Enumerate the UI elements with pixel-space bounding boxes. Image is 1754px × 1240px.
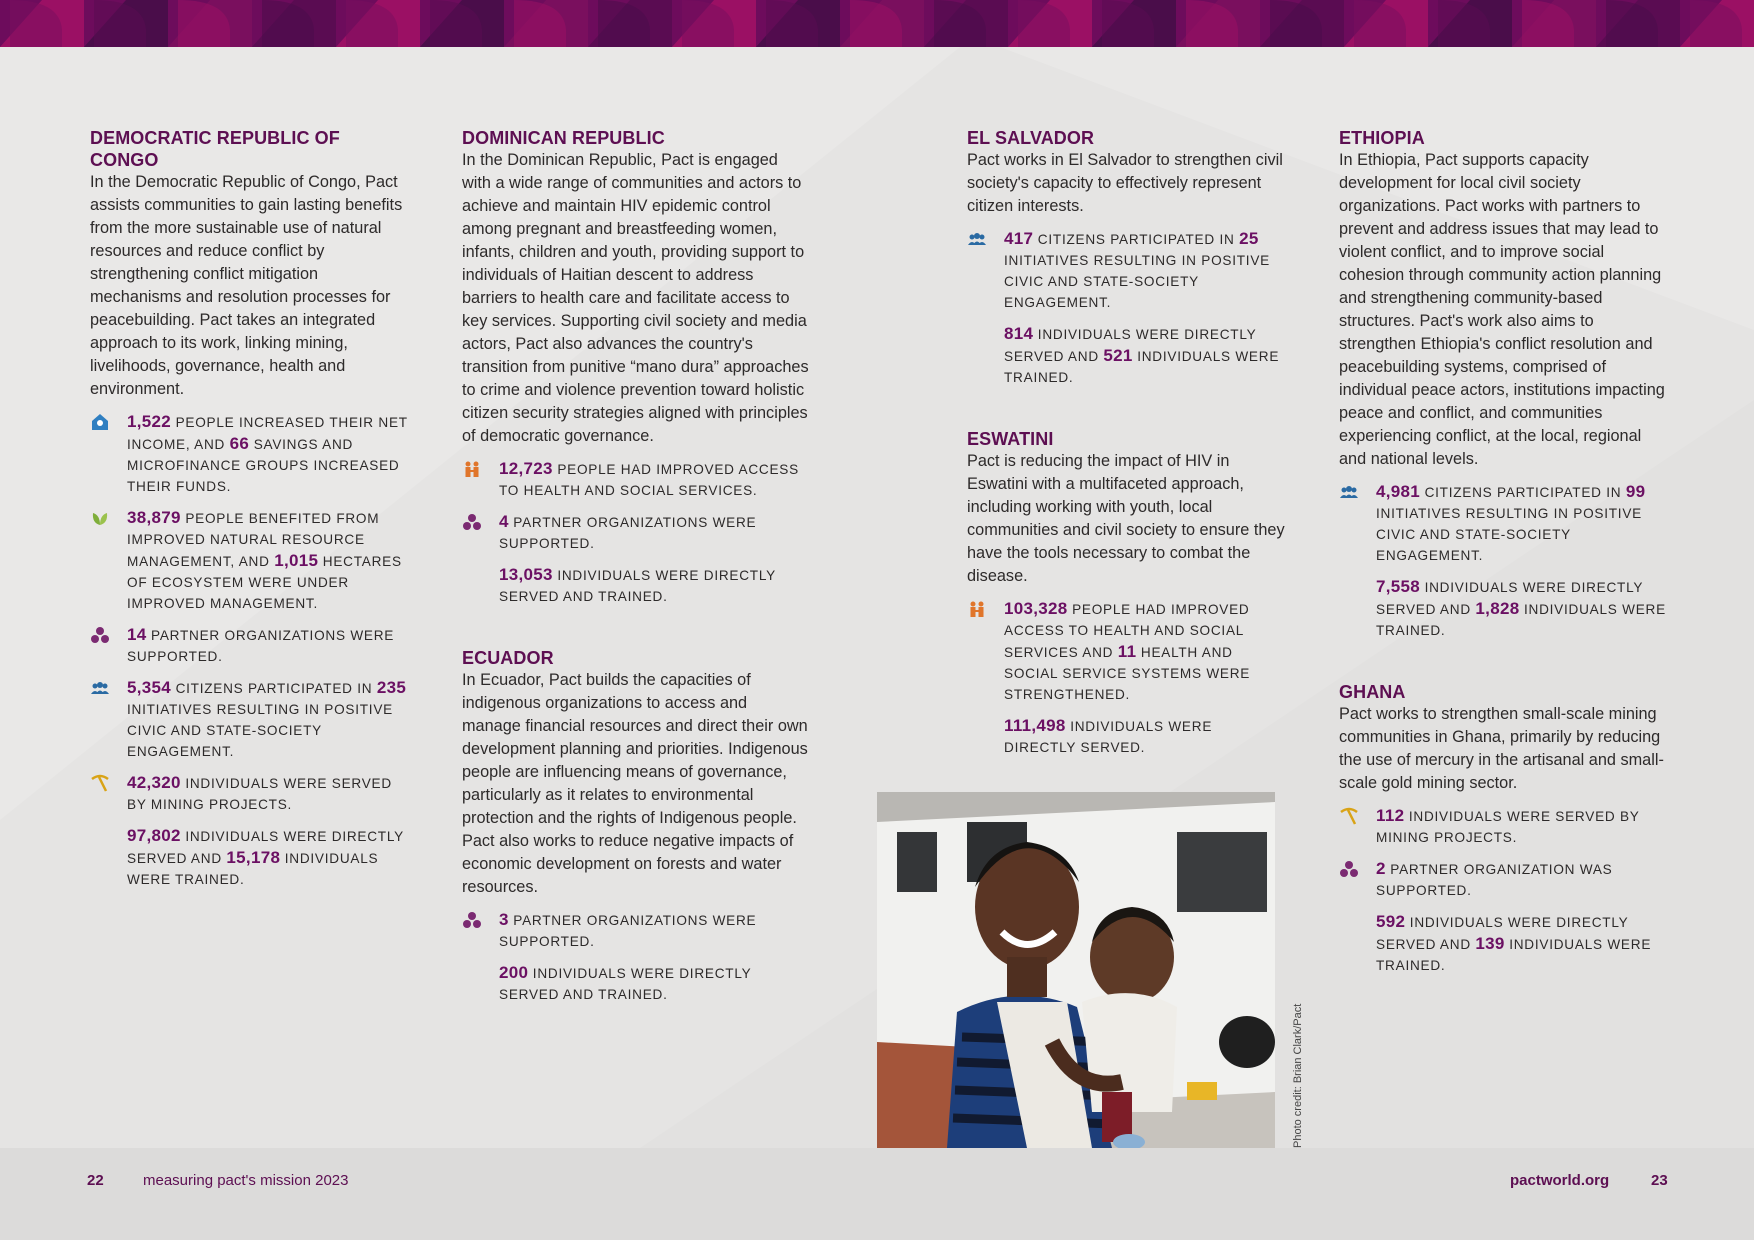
stat-item bbox=[90, 507, 410, 614]
stat-label: INDIVIDUALS WERE DIRECTLY SERVED AND bbox=[1376, 580, 1643, 617]
stat-text bbox=[1004, 598, 1287, 705]
column-1 bbox=[90, 127, 410, 900]
column-3 bbox=[967, 127, 1287, 768]
stat-number: 4 bbox=[499, 512, 509, 531]
stats-list bbox=[967, 228, 1287, 388]
stat-label: SAVINGS AND MICROFINANCE GROUPS INCREASED THEIR FUNDS. bbox=[127, 437, 400, 494]
stat-number: 814 bbox=[1004, 324, 1034, 343]
country-description: In the Democratic Republic of Congo, Pact assists communities to gain lasting benefits from the more sustainable use of natural resources and reduce conflict by strengthening conflict mitigation mechanisms and resolution processes for peacebuilding. Pact takes an integrated approach to its work, linking mining, livelihoods, governance, health and environment. bbox=[90, 173, 403, 398]
stat-text bbox=[499, 962, 810, 1005]
stat-label: INDIVIDUALS WERE TRAINED. bbox=[1004, 349, 1280, 385]
country-heading: DEMOCRATIC REPUBLIC OF CONGO bbox=[90, 128, 340, 170]
stat-item bbox=[462, 962, 810, 1005]
section-spacer bbox=[462, 617, 810, 647]
stat-number: 7,558 bbox=[1376, 577, 1421, 596]
stat-label: PEOPLE HAD IMPROVED ACCESS TO HEALTH AND SOCIAL SERVICES AND bbox=[1004, 602, 1250, 660]
stat-label: INITIATIVES RESULTING IN POSITIVE CIVIC AND STATE-SOCIETY ENGAGEMENT. bbox=[1376, 506, 1642, 563]
stat-text bbox=[127, 772, 410, 815]
stat-label: INDIVIDUALS WERE DIRECTLY SERVED. bbox=[1004, 719, 1213, 755]
stat-item bbox=[90, 772, 410, 815]
stat-label: INDIVIDUALS WERE DIRECTLY SERVED AND TRAINED. bbox=[499, 568, 776, 604]
stat-label: PARTNER ORGANIZATION WAS SUPPORTED. bbox=[1376, 862, 1613, 898]
country-description: In the Dominican Republic, Pact is engaged with a wide range of communities and actors to achieve and maintain HIV epidemic control among pregnant and breastfeeding women, infants, children and youth, providing support to individuals of Haitian descent to address barriers to health care and facilitate access to key services. Supporting civil society and media actors, Pact also advances the country's transition from punitive “mano dura” approaches to crime and violence prevention toward holistic citizen security strategies aligned with principles of democratic governance. bbox=[462, 151, 809, 445]
stat-text bbox=[127, 677, 410, 762]
stat-label: PEOPLE BENEFITED FROM IMPROVED NATURAL RESOURCE MANAGEMENT, AND bbox=[127, 511, 380, 569]
stat-number: 592 bbox=[1376, 912, 1406, 931]
page-number-left: 22 bbox=[87, 1172, 104, 1189]
section-spacer bbox=[967, 398, 1287, 428]
stat-number: 99 bbox=[1625, 482, 1646, 501]
stat-label: INDIVIDUALS WERE DIRECTLY SERVED AND bbox=[127, 829, 404, 866]
stat-text bbox=[1004, 323, 1287, 388]
stat-item bbox=[967, 598, 1287, 705]
stat-item bbox=[462, 564, 810, 607]
stat-label: PARTNER ORGANIZATIONS WERE SUPPORTED. bbox=[499, 515, 757, 551]
stat-item bbox=[90, 825, 410, 890]
stat-number: 111,498 bbox=[1004, 716, 1066, 735]
health-people-icon bbox=[462, 460, 482, 478]
country-heading: DOMINICAN REPUBLIC bbox=[462, 128, 665, 148]
stat-text bbox=[127, 507, 410, 614]
country-section bbox=[967, 127, 1287, 388]
stat-number: 235 bbox=[376, 678, 407, 697]
stat-number: 1,522 bbox=[127, 412, 172, 431]
stat-item bbox=[1339, 576, 1669, 641]
stat-label: INDIVIDUALS WERE TRAINED. bbox=[1376, 602, 1666, 638]
partner-organizations-icon bbox=[1339, 860, 1359, 878]
partner-organizations-icon bbox=[462, 911, 482, 929]
stat-text bbox=[1004, 715, 1287, 758]
stat-label: INITIATIVES RESULTING IN POSITIVE CIVIC AND STATE-SOCIETY ENGAGEMENT. bbox=[127, 702, 393, 759]
stats-list bbox=[967, 598, 1287, 758]
country-heading: ECUADOR bbox=[462, 648, 554, 668]
stat-text bbox=[127, 624, 410, 667]
stat-text bbox=[1376, 576, 1669, 641]
stats-list bbox=[462, 458, 810, 607]
top-banner bbox=[0, 0, 1754, 47]
stat-number: 103,328 bbox=[1004, 599, 1068, 618]
country-section bbox=[1339, 681, 1669, 976]
stat-number: 13,053 bbox=[499, 565, 553, 584]
stat-number: 12,723 bbox=[499, 459, 553, 478]
stat-number: 66 bbox=[229, 434, 250, 453]
income-house-icon bbox=[90, 413, 110, 431]
stat-item bbox=[462, 909, 810, 952]
stat-number: 200 bbox=[499, 963, 529, 982]
photo-mother-and-child bbox=[877, 792, 1275, 1148]
stat-text bbox=[499, 564, 810, 607]
photo-credit: Photo credit: Brian Clark/Pact bbox=[1292, 1003, 1304, 1148]
stat-number: 14 bbox=[127, 625, 147, 644]
section-spacer bbox=[1339, 651, 1669, 681]
stat-item bbox=[1339, 481, 1669, 566]
stat-text bbox=[1376, 481, 1669, 566]
stat-label: INDIVIDUALS WERE DIRECTLY SERVED AND TRAINED. bbox=[499, 966, 752, 1002]
website-link[interactable]: pactworld.org bbox=[1510, 1172, 1610, 1189]
stat-item bbox=[90, 624, 410, 667]
stat-text bbox=[499, 511, 810, 554]
stat-label: CITIZENS PARTICIPATED IN bbox=[1033, 232, 1240, 247]
stat-item bbox=[1339, 911, 1669, 976]
stat-text bbox=[499, 458, 810, 501]
stats-list bbox=[1339, 481, 1669, 641]
stat-item bbox=[967, 323, 1287, 388]
stat-number: 42,320 bbox=[127, 773, 181, 792]
stat-number: 1,015 bbox=[274, 551, 319, 570]
stat-text bbox=[127, 825, 410, 890]
mining-pickaxe-icon bbox=[1339, 807, 1359, 825]
country-description: In Ecuador, Pact builds the capacities of indigenous organizations to access and manage financial resources and direct their own development planning and priorities. Indigenous people are influencing means of governance, particularly as it relates to environmental protection and the rights of Indigenous people. Pact also works to reduce negative impacts of economic development on forests and water resources. bbox=[462, 671, 808, 896]
country-section bbox=[967, 428, 1287, 758]
stat-label: INDIVIDUALS WERE TRAINED. bbox=[1376, 937, 1652, 973]
mining-pickaxe-icon bbox=[90, 774, 110, 792]
stat-label: INDIVIDUALS WERE TRAINED. bbox=[127, 851, 379, 887]
footer-band bbox=[0, 1148, 1754, 1240]
stat-label: INDIVIDUALS WERE SERVED BY MINING PROJECTS. bbox=[1376, 809, 1640, 845]
stat-text bbox=[1004, 228, 1287, 313]
country-section bbox=[90, 127, 410, 890]
stat-item bbox=[967, 228, 1287, 313]
column-2 bbox=[462, 127, 810, 1015]
stat-number: 5,354 bbox=[127, 678, 172, 697]
country-heading: ESWATINI bbox=[967, 429, 1054, 449]
stat-text bbox=[127, 411, 410, 497]
stats-list bbox=[1339, 805, 1669, 976]
stat-number: 139 bbox=[1475, 934, 1505, 953]
stat-label: CITIZENS PARTICIPATED IN bbox=[171, 681, 377, 696]
stat-number: 11 bbox=[1117, 642, 1137, 661]
country-description: In Ethiopia, Pact supports capacity development for local civil society organizations. Pact works with partners to prevent and address issues that may lead to violent conflict, and to improve social cohesion through community action planning and strengthening community-based structures. Pact's work also aims to strengthen Ethiopia's conflict resolution and peacebuilding systems, comprised of individual peace actors, institutions impacting peace and conflict, and communities experiencing conflict, at the local, regional and national levels. bbox=[1339, 151, 1665, 468]
country-section bbox=[462, 127, 810, 607]
country-heading: EL SALVADOR bbox=[967, 128, 1095, 148]
stat-label: INDIVIDUALS WERE DIRECTLY SERVED AND bbox=[1376, 915, 1629, 952]
stat-label: INDIVIDUALS WERE DIRECTLY SERVED AND bbox=[1004, 327, 1257, 364]
page-number-right: 23 bbox=[1651, 1172, 1668, 1189]
stat-number: 15,178 bbox=[226, 848, 281, 867]
stats-list bbox=[90, 411, 410, 890]
stat-number: 38,879 bbox=[127, 508, 181, 527]
stat-number: 97,802 bbox=[127, 826, 181, 845]
stat-text bbox=[1376, 911, 1669, 976]
partner-organizations-icon bbox=[462, 513, 482, 531]
stat-label: HECTARES OF ECOSYSTEM WERE UNDER IMPROVED MANAGEMENT. bbox=[127, 554, 402, 611]
stat-label: PEOPLE HAD IMPROVED ACCESS TO HEALTH AND SOCIAL SERVICES. bbox=[499, 462, 799, 498]
stat-label: INDIVIDUALS WERE SERVED BY MINING PROJECTS. bbox=[127, 776, 392, 812]
stat-number: 521 bbox=[1103, 346, 1133, 365]
stat-label: HEALTH AND SOCIAL SERVICE SYSTEMS WERE STRENGTHENED. bbox=[1004, 645, 1251, 702]
stat-label: INITIATIVES RESULTING IN POSITIVE CIVIC AND STATE-SOCIETY ENGAGEMENT. bbox=[1004, 253, 1270, 310]
stat-item bbox=[1339, 805, 1669, 848]
stat-number: 4,981 bbox=[1376, 482, 1421, 501]
stat-label: CITIZENS PARTICIPATED IN bbox=[1420, 485, 1626, 500]
stat-item bbox=[90, 677, 410, 762]
partner-organizations-icon bbox=[90, 626, 110, 644]
running-title: measuring pact's mission 2023 bbox=[143, 1172, 349, 1189]
stat-number: 3 bbox=[499, 910, 509, 929]
stat-number: 417 bbox=[1004, 229, 1034, 248]
stat-item bbox=[1339, 858, 1669, 901]
country-description: Pact works to strengthen small-scale mining communities in Ghana, primarily by reducing the use of mercury in the artisanal and small-scale gold mining sector. bbox=[1339, 705, 1664, 792]
health-people-icon bbox=[967, 600, 987, 618]
citizens-group-icon bbox=[1339, 483, 1359, 501]
stat-label: PARTNER ORGANIZATIONS WERE SUPPORTED. bbox=[499, 913, 757, 949]
stat-number: 112 bbox=[1376, 806, 1405, 825]
stat-item bbox=[967, 715, 1287, 758]
stat-text bbox=[499, 909, 810, 952]
stat-item bbox=[462, 511, 810, 554]
stat-label: PEOPLE INCREASED THEIR NET INCOME, AND bbox=[127, 415, 408, 452]
citizens-group-icon bbox=[967, 230, 987, 248]
stat-item bbox=[90, 411, 410, 497]
country-section bbox=[1339, 127, 1669, 641]
citizens-group-icon bbox=[90, 679, 110, 697]
country-description: Pact is reducing the impact of HIV in Eswatini with a multifaceted approach, including working with youth, local communities and civil society to ensure they have the tools necessary to combat the disease. bbox=[967, 452, 1285, 585]
stat-number: 25 bbox=[1239, 229, 1259, 248]
stat-item bbox=[462, 458, 810, 501]
stats-list bbox=[462, 909, 810, 1005]
stat-label: PARTNER ORGANIZATIONS WERE SUPPORTED. bbox=[127, 628, 395, 664]
stat-text bbox=[1376, 858, 1669, 901]
country-heading: ETHIOPIA bbox=[1339, 128, 1425, 148]
country-section bbox=[462, 647, 810, 1005]
stat-number: 2 bbox=[1376, 859, 1386, 878]
country-description: Pact works in El Salvador to strengthen civil society's capacity to effectively represent citizen interests. bbox=[967, 151, 1283, 215]
leaf-icon bbox=[90, 509, 110, 527]
column-4 bbox=[1339, 127, 1669, 986]
stat-number: 1,828 bbox=[1475, 599, 1520, 618]
country-heading: GHANA bbox=[1339, 682, 1406, 702]
stat-text bbox=[1376, 805, 1669, 848]
